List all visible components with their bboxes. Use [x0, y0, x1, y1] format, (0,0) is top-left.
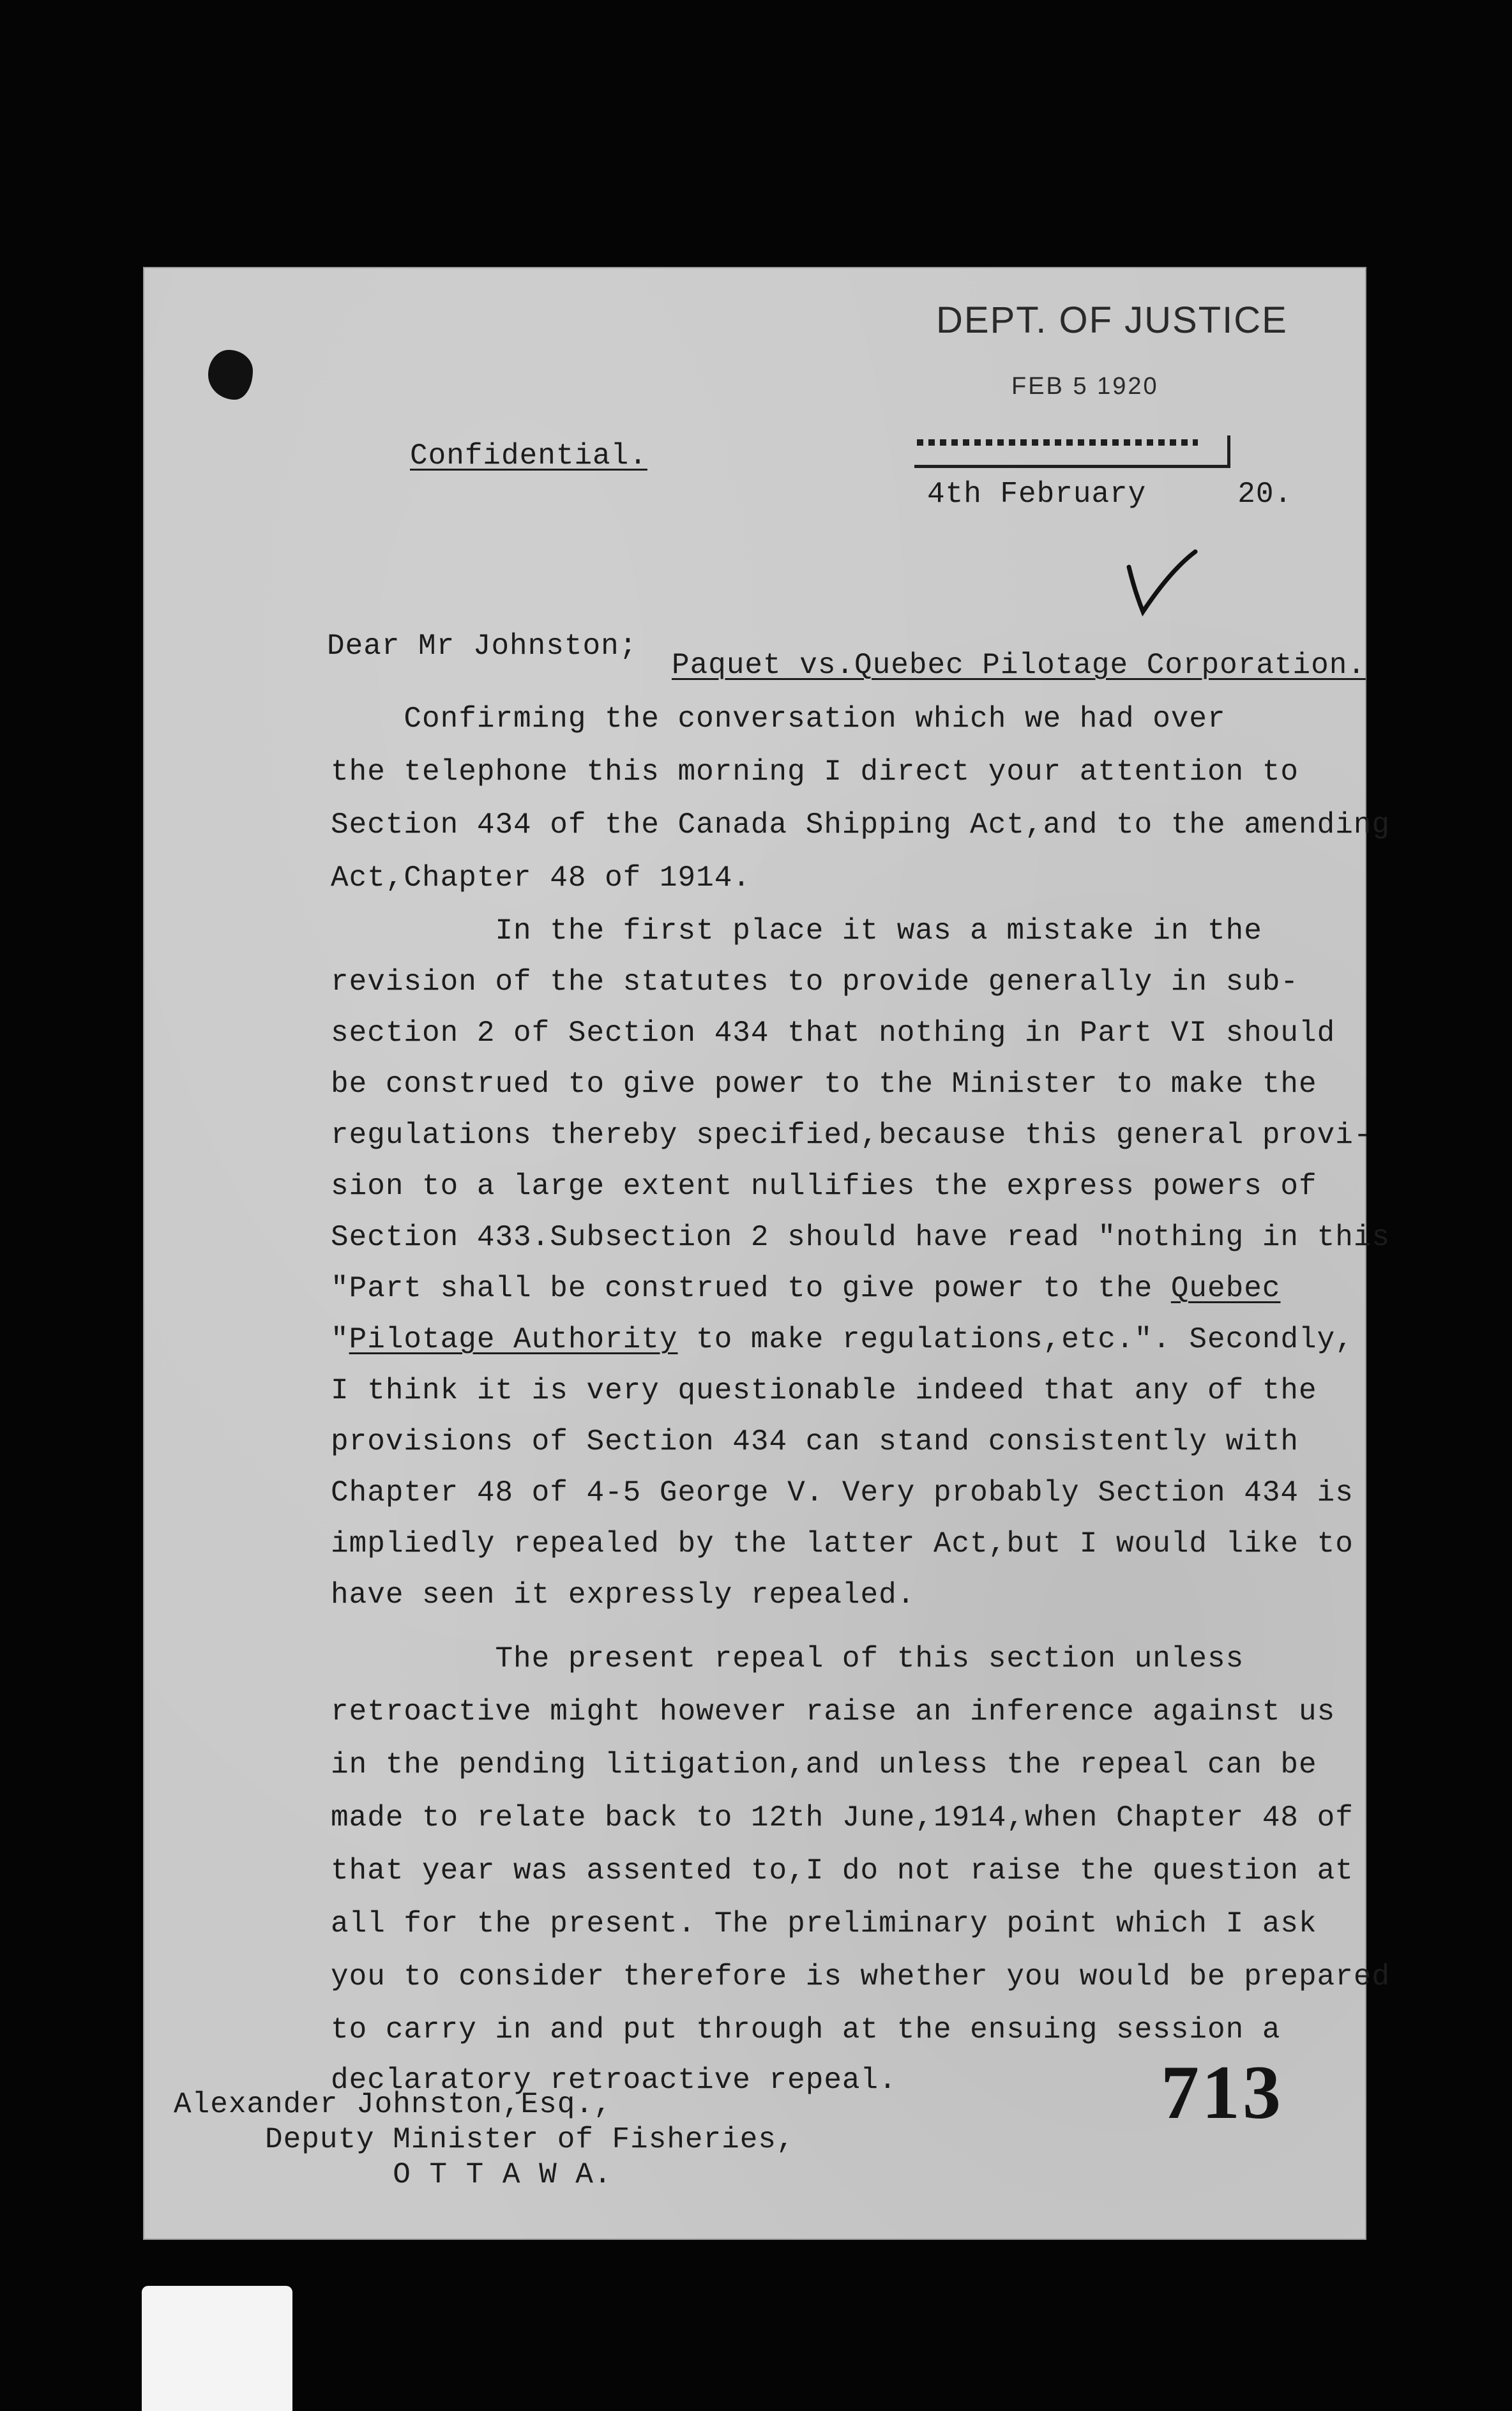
line-text: " — [331, 1323, 349, 1356]
confidential-label: Confidential. — [410, 439, 647, 472]
line-text: "Part shall be construed to give power to the — [331, 1272, 1171, 1305]
paragraph-line: made to relate back to 12th June,1914,when Chapter 48 of — [331, 1801, 1354, 1834]
stamp-bracket — [914, 435, 1230, 468]
salutation: Dear Mr Johnston; — [327, 630, 638, 663]
paragraph-line: be construed to give power to the Minister to make the — [331, 1068, 1317, 1101]
film-tab — [142, 2286, 292, 2411]
paragraph-line: you to consider therefore is whether you would be prepared — [331, 1960, 1391, 1993]
addressee-line: Deputy Minister of Fisheries, — [174, 2123, 795, 2156]
stamp-date: FEB 5 1920 — [1011, 373, 1159, 400]
addressee-line: Alexander Johnston,Esq., — [174, 2088, 612, 2121]
page-number: 713 — [1161, 2050, 1283, 2135]
paragraph-line: that year was assented to,I do not raise the question at — [331, 1854, 1354, 1887]
paragraph-line: to carry in and put through at the ensuing session a — [331, 2013, 1281, 2046]
paragraph-line: Section 434 of the Canada Shipping Act,and to the amending — [331, 808, 1391, 842]
paragraph-line: Confirming the conversation which we had over — [331, 702, 1226, 736]
addressee-line: O T T A W A. — [174, 2158, 612, 2191]
paragraph-line: retroactive might however raise an inference against us — [331, 1695, 1336, 1728]
paragraph-line: In the first place it was a mistake in the — [331, 914, 1262, 948]
paragraph-line — [331, 1272, 1280, 1305]
checkmark-icon — [1124, 548, 1200, 618]
paragraph-line: sion to a large extent nullifies the express powers of — [331, 1170, 1317, 1203]
paragraph-line: The present repeal of this section unless — [331, 1642, 1244, 1675]
paragraph-line: have seen it expressly repealed. — [331, 1578, 916, 1612]
pilotage-authority-underlined: Pilotage Authority — [349, 1323, 678, 1356]
paragraph-line: Chapter 48 of 4-5 George V. Very probably Section 434 is — [331, 1476, 1354, 1509]
date-line: 4th February 20. — [927, 478, 1293, 511]
paragraph-line: provisions of Section 434 can stand consistently with — [331, 1425, 1299, 1458]
paragraph-line: regulations thereby specified,because this general provi- — [331, 1119, 1372, 1152]
line-text: to make regulations,etc.". Secondly, — [677, 1323, 1354, 1356]
paragraph-line: Act,Chapter 48 of 1914. — [331, 861, 751, 895]
paragraph-line: I think it is very questionable indeed that any of the — [331, 1374, 1317, 1407]
paragraph-line — [331, 1323, 1354, 1356]
paragraph-line: declaratory retroactive repeal. — [331, 2064, 897, 2097]
paragraph-line: revision of the statutes to provide generally in sub- — [331, 965, 1299, 999]
stamp-dept: DEPT. OF JUSTICE — [936, 299, 1288, 341]
paragraph-line: Section 433.Subsection 2 should have read "nothing in this — [331, 1221, 1391, 1254]
quebec-underlined: Quebec — [1170, 1272, 1281, 1305]
paragraph-line: in the pending litigation,and unless the repeal can be — [331, 1748, 1317, 1781]
paragraph-line: section 2 of Section 434 that nothing in Part VI should — [331, 1017, 1336, 1050]
paragraph-line: all for the present. The preliminary point which I ask — [331, 1907, 1317, 1940]
paragraph-line: the telephone this morning I direct your attention to — [331, 755, 1299, 789]
paragraph-line: impliedly repealed by the latter Act,but I would like to — [331, 1527, 1354, 1561]
subject-line: Paquet vs.Quebec Pilotage Corporation. — [672, 649, 1366, 682]
